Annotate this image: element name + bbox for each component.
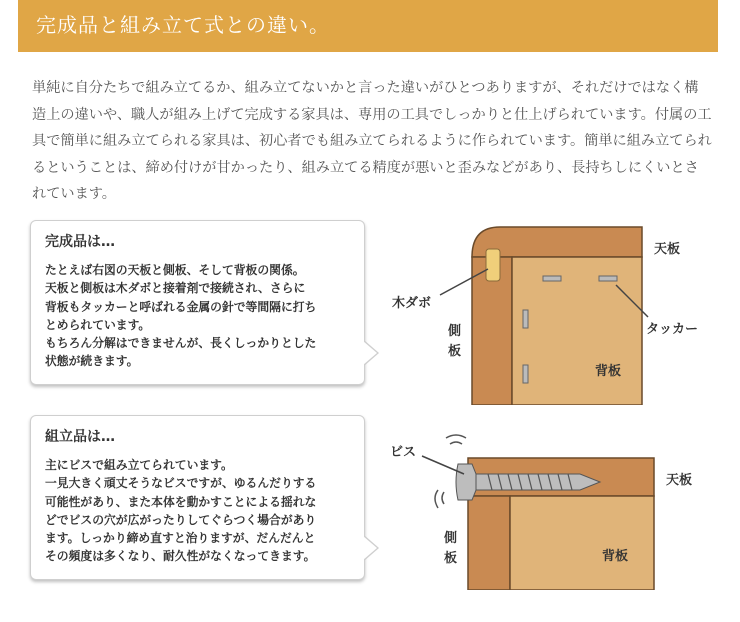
- label-dowel: 木ダボ: [392, 296, 432, 311]
- finished-title: 完成品は…: [45, 234, 115, 250]
- label-tacker: タッカー: [646, 322, 699, 337]
- section-title: 完成品と組み立て式との違い。: [36, 13, 330, 37]
- finished-joint-diagram: [380, 215, 720, 405]
- assembled-product-callout: [30, 415, 365, 580]
- back-board: [512, 257, 642, 405]
- label-side-1: 側: [448, 324, 462, 339]
- intro-paragraph: 単純に自分たちで組み立てるか、組み立てないかと言った違いがひとつありますが、それだけではなく構造上の違いや、職人が組み上げて完成する家具は、専用の工具でしっかりと仕上げられています。付属の工具で簡単に組み立てられる家具は、初心者でも組み立てられるように作られています。簡単に組み立てられるということは、締め付けが甘かったり、組み立てる精度が悪いと歪みなどがあり、長持ちしにくいとされています。: [32, 80, 712, 202]
- label-back: 背板: [595, 364, 622, 379]
- label-side-2: 板: [448, 344, 462, 359]
- assembled-title: 組立品は…: [45, 429, 115, 445]
- label-back: 背板: [602, 549, 629, 564]
- back-board: [510, 496, 654, 590]
- dowel: [486, 249, 500, 281]
- label-top: 天板: [666, 473, 693, 488]
- label-screw: ビス: [390, 445, 417, 460]
- finished-body: たとえば右図の天板と側板、そして背板の関係。 天板と側板は木ダボと接着剤で接続され、さらに 背板もタッカーと呼ばれる金属の針で等間隔に打ち とめられています。 もちろん分解はできませんが、長くしっかりとした 状態が続きます。: [45, 263, 317, 369]
- staple: [523, 310, 528, 328]
- label-side-1: 側: [444, 531, 458, 546]
- assembled-body: 主にビスで組み立てられています。 一見大きく頑丈そうなビスですが、ゆるんだりする 可能性があり、また本体を動かすことによる揺れな どでビスの穴が広がったりしてぐらつく場合があり ます。しっかり締め直すと治りますが、だんだんと その頻度は多くなり、耐久性がなくなってきます。: [45, 458, 317, 564]
- staple: [523, 365, 528, 383]
- finished-product-callout: [30, 220, 365, 385]
- assembled-joint-diagram: [380, 430, 720, 590]
- section-header: [18, 0, 718, 52]
- staple: [599, 276, 617, 281]
- staple: [543, 276, 561, 281]
- side-board: [468, 496, 510, 590]
- label-side-2: 板: [444, 551, 458, 566]
- label-top: 天板: [654, 242, 681, 257]
